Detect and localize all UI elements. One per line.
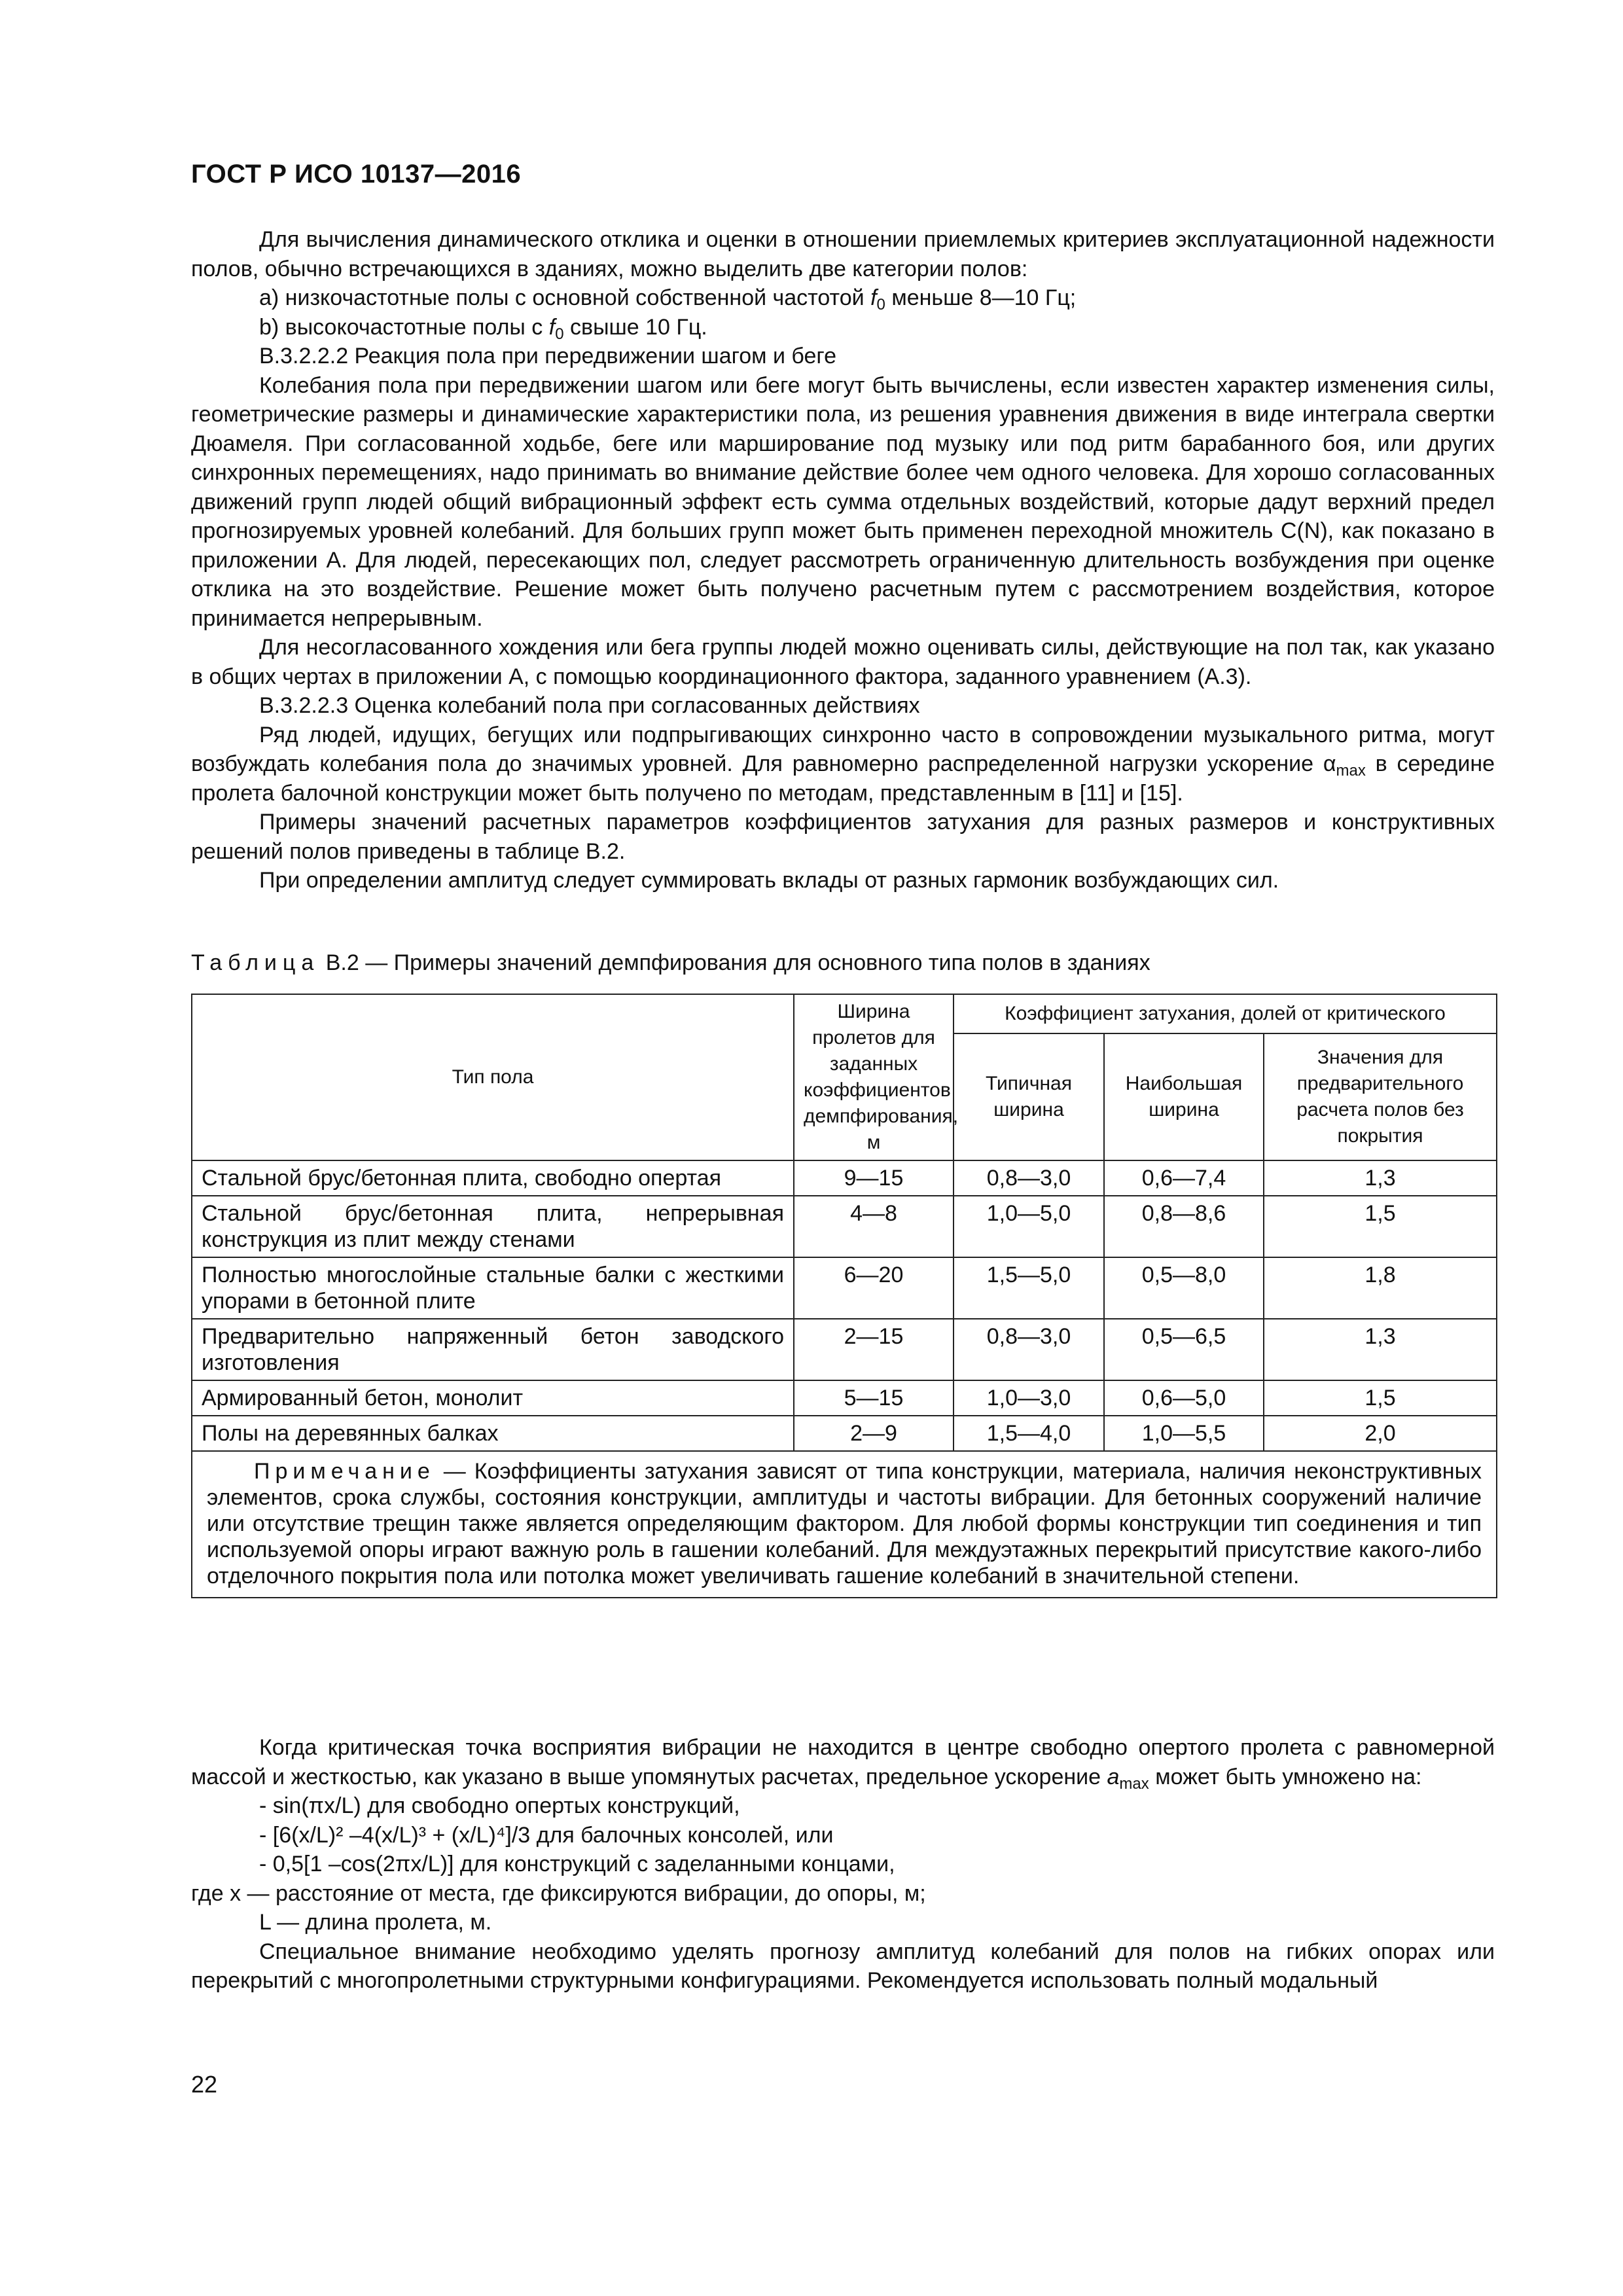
lower-section <box>191 1733 1495 1996</box>
table-row: Стальной брус/бетонная плита, непрерывная конструкция из плит между стенами 4—8 1,0—5,0 0,8—8,6 1,5 <box>192 1196 1497 1257</box>
col-header-largest: Наибольшая ширина <box>1104 1033 1264 1160</box>
paragraph-floor-categories: Для вычисления динамического отклика и оценки в отношении приемлемых критериев эксплуатационной надежности полов, обычно встречающихся в зданиях, можно выделить две категории полов: <box>191 227 1495 281</box>
table-row: Предварительно напряженный бетон заводского изготовления 2—15 0,8—3,0 0,5—6,5 1,3 <box>192 1319 1497 1380</box>
definition-L: L — длина пролета, м. <box>259 1910 492 1935</box>
section-heading-b32223: B.3.2.2.3 Оценка колебаний пола при согласованных действиях <box>259 693 920 718</box>
paragraph-synchronous-action: Ряд людей, идущих, бегущих или подпрыгивающих синхронно часто в сопровождении музыкального ритма, могут возбуждать колебания пола до значимых уровней. Для равномерно распределенной нагрузки ускорение $\alpha_{max}$ в середине пролета балочной конструкции может быть получено по методам, представленным в [11] и [15]. <box>191 722 1495 806</box>
col-header-floor-type: Тип пола <box>192 994 794 1160</box>
formula-item-fixed-ends: - 0,5[1 –cos(2πx/L)] для конструкций с заделанными концами, <box>259 1852 895 1876</box>
col-header-prelim: Значения для предварительного расчета полов без покрытия <box>1264 1033 1497 1160</box>
col-header-damping-group: Коэффициент затухания, долей от критического <box>954 994 1497 1033</box>
table-note: Примечание — Коэффициенты затухания зависят от типа конструкции, материала, наличия неконструктивных элементов, срока службы, состояния конструкции, амплитуды и частоты вибрации. Для бетонных сооружений наличие или отсутствие трещин также является определяющим фактором. Для любой формы конструкции тип соединения и тип используемой опоры играют важную роль в гашении колебаний. Для междуэтажных перекрытий присутствие какого-либо отделочного покрытия пола или потолка может увеличивать гашение колебаний в значительной степени. <box>192 1451 1497 1598</box>
paragraph-harmonics: При определении амплитуд следует суммировать вклады от разных гармоник возбуждающих сил. <box>259 868 1279 893</box>
col-header-typical: Типичная ширина <box>954 1033 1104 1160</box>
intro-section <box>191 225 1495 895</box>
paragraph-special-attention: Специальное внимание необходимо уделять прогнозу амплитуд колебаний для полов на гибких опорах или перекрытий с многопролетными структурными конфигурациями. Рекомендуется использовать полный модальный <box>191 1939 1495 1993</box>
formula-item-cantilever: - [6(x/L)² –4(x/L)³ + (x/L)⁴]/3 для балочных консолей, или <box>259 1822 834 1848</box>
paragraph-damping-examples: Примеры значений расчетных параметров коэффициентов затухания для разных размеров и конструктивных решений полов приведены в таблице B.2. <box>191 810 1495 864</box>
table-caption: Таблица B.2 — Примеры значений демпфирования для основного типа полов в зданиях <box>191 950 1150 975</box>
col-header-span-width: Ширина пролетов для заданных коэффициентов демпфирования, м <box>794 994 954 1160</box>
list-item-b: b) высокочастотные полы с $f_0$ свыше 10 Гц. <box>259 314 707 343</box>
table-row: Армированный бетон, монолит 5—15 1,0—3,0 0,6—5,0 1,5 <box>192 1380 1497 1416</box>
definition-x: где x — расстояние от места, где фиксируются вибрации, до опоры, м; <box>191 1880 926 1906</box>
damping-table <box>191 994 1496 1598</box>
paragraph-uncoordinated-walking: Для несогласованного хождения или бега группы людей можно оценивать силы, действующие на пол так, как указано в общих чертах в приложении A, с помощью координационного фактора, заданного уравнением (A.3). <box>191 635 1495 689</box>
paragraph-walking-response: Колебания пола при передвижении шагом или беге могут быть вычислены, если известен характер изменения силы, геометрические размеры и динамические характеристики пола, из решения уравнения движения в виде интеграла свертки Дюамеля. При согласованной ходьбе, беге или марширование под музыку или под ритм барабанного боя, или других синхронных перемещениях, надо принимать во внимание действие более чем одного человека. Для хорошо согласованных движений групп людей общий вибрационный эффект есть сумма отдельных воздействий, которые дадут верхний предел прогнозируемых уровней колебаний. Для больших групп может быть применен переходной множитель C(N), как показано в приложении A. Для людей, пересекающих пол, следует рассмотреть ограниченную длительность возбуждения при оценке отклика на это воздействие. Решение может быть получено расчетным путем с рассмотрением воздействия, которое принимается непрерывным. <box>191 372 1495 631</box>
section-heading-b32222: B.3.2.2.2 Реакция пола при передвижении шагом и беге <box>259 344 836 368</box>
formula-item-simply-supported: - sin(πx/L) для свободно опертых конструкций, <box>259 1793 740 1818</box>
table-row: Полы на деревянных балках 2—9 1,5—4,0 1,0—5,5 2,0 <box>192 1416 1497 1451</box>
table-row: Полностью многослойные стальные балки с жесткими упорами в бетонной плите 6—20 1,5—5,0 0,5—8,0 1,8 <box>192 1257 1497 1319</box>
list-item-a: a) низкочастотные полы с основной собственной частотой $f_0$ меньше 8—10 Гц; <box>259 285 1077 314</box>
document-header: ГОСТ Р ИСО 10137—2016 <box>191 160 522 188</box>
paragraph-critical-point: Когда критическая точка восприятия вибрации не находится в центре свободно опертого пролета с равномерной массой и жесткостью, как указано в выше упомянутых расчетах, предельное ускорение $a_{max}$ может быть умножено на: <box>191 1735 1495 1793</box>
table-note-row <box>192 1451 1497 1598</box>
table-row: Стальной брус/бетонная плита, свободно опертая 9—15 0,8—3,0 0,6—7,4 1,3 <box>192 1160 1497 1196</box>
page-number: 22 <box>191 2071 218 2098</box>
